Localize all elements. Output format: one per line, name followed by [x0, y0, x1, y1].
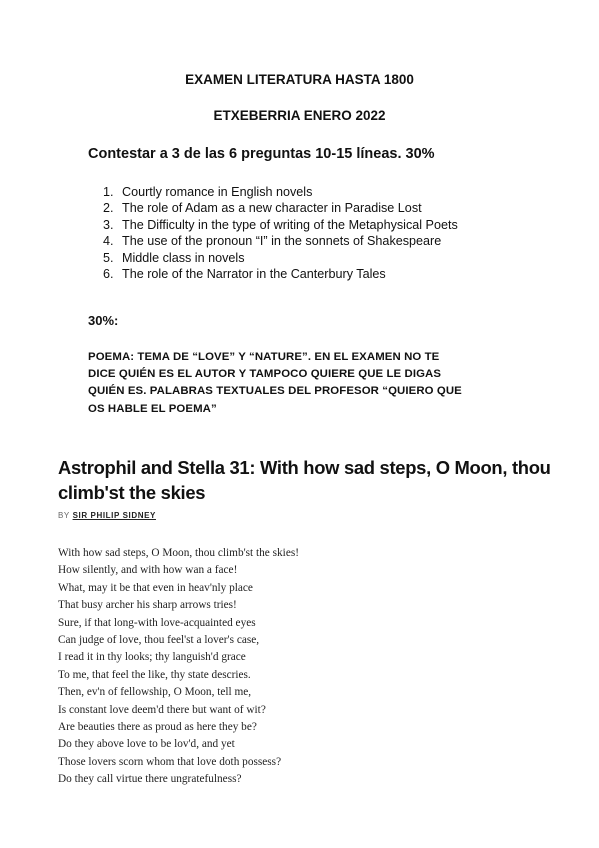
question-item	[103, 200, 458, 216]
by-label: BY	[58, 511, 70, 520]
poem-body	[58, 545, 299, 789]
poem-line: Sure, if that long-with love-acquainted eyes	[58, 616, 256, 629]
question-item	[103, 250, 458, 266]
exam-subtitle: ETXEBERRIA ENERO 2022	[213, 108, 386, 123]
instruction-line: OS HABLE EL POEMA”	[88, 402, 217, 415]
question-number: 1.	[103, 185, 114, 199]
question-number: 5.	[103, 250, 114, 265]
question-text: The role of Adam as a new character in Paradise Lost	[122, 201, 422, 216]
poem-line: Do they call virtue there ungratefulness?	[58, 773, 242, 786]
poem-line: Are beauties there as proud as here they be?	[58, 721, 257, 734]
instruction-line: POEMA: TEMA DE “LOVE” Y “NATURE”. EN EL EXAMEN NO TE	[88, 351, 440, 363]
question-item	[103, 217, 458, 233]
author-link[interactable]: SIR PHILIP SIDNEY	[72, 511, 156, 520]
question-item	[103, 233, 458, 249]
poem-title-line: climb'st the skies	[58, 482, 206, 503]
questions-list	[103, 184, 458, 282]
poem-line: That busy archer his sharp arrows tries!	[58, 599, 237, 612]
poem-line: Can judge of love, thou feel'st a lover's case,	[58, 634, 260, 647]
question-text: Courtly romance in English novels	[122, 185, 313, 199]
poem-title-line: Astrophil and Stella 31: With how sad steps, O Moon, thou	[58, 457, 551, 478]
poem-title	[58, 455, 588, 505]
poem-line: Do they above love to be lov'd, and yet	[58, 738, 235, 751]
question-text: The Difficulty in the type of writing of the Metaphysical Poets	[122, 217, 458, 232]
exam-title: EXAMEN LITERATURA HASTA 1800	[185, 72, 414, 87]
poem-line: I read it in thy looks; thy languish'd grace	[58, 651, 246, 664]
question-number: 4.	[103, 234, 114, 249]
question-number: 6.	[103, 267, 114, 282]
instruction-line: QUIÉN ES. PALABRAS TEXTUALES DEL PROFESOR “QUIERO QUE	[88, 385, 462, 398]
question-number: 3.	[103, 217, 114, 232]
question-text: The use of the pronoun “I” in the sonnets of Shakespeare	[122, 234, 442, 249]
instruction-line: DICE QUIÉN ES EL AUTOR Y TAMPOCO QUIERE QUE LE DIGAS	[88, 368, 442, 381]
question-item	[103, 184, 458, 200]
poem-line: With how sad steps, O Moon, thou climb'st the skies!	[58, 547, 299, 559]
question-number: 2.	[103, 201, 114, 216]
question-text: Middle class in novels	[122, 250, 245, 265]
poem-line: Those lovers scorn whom that love doth possess?	[58, 755, 282, 768]
section2-instruction	[88, 349, 528, 418]
poem-line: Is constant love deem'd there but want of wit?	[58, 703, 266, 716]
poem-line: Then, ev'n of fellowship, O Moon, tell me,	[58, 686, 252, 699]
section1-instruction: Contestar a 3 de las 6 preguntas 10-15 líneas. 30%	[88, 146, 435, 162]
poem-line: To me, that feel the like, thy state descries.	[58, 668, 251, 681]
question-item	[103, 266, 458, 282]
poem-line: How silently, and with how wan a face!	[58, 564, 238, 577]
section2-percent: 30%:	[88, 313, 119, 328]
poem-byline	[58, 511, 156, 520]
question-text: The role of the Narrator in the Canterbury Tales	[122, 267, 386, 282]
poem-line: What, may it be that even in heav'nly place	[58, 581, 253, 594]
